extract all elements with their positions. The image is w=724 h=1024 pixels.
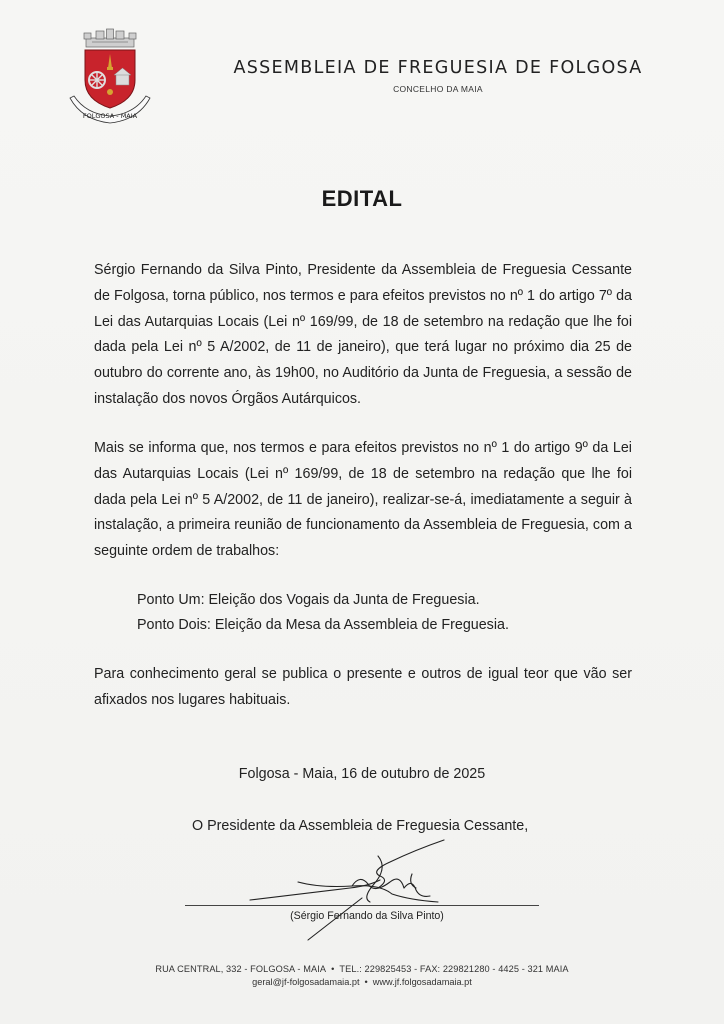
paragraph-announcement: Sérgio Fernando da Silva Pinto, Presidente da Assembleia de Freguesia Cessante de Folgosa, torna público, nos termos e para efeitos previstos no nº 1 do artigo 7º da Lei das Autarquias Locais (Lei nº 169/99, de 18 de setembro na redação que lhe foi dada pela Lei nº 5 A/2002, de 11 de janeiro), que terá lugar no próximo dia 25 de outubro do corrente ano, às 19h00, no Auditório da Junta de Freguesia, a sessão de instalação dos novos Órgãos Autárquicos. bbox=[94, 262, 632, 407]
footer-separator: • bbox=[331, 964, 335, 974]
footer-separator: • bbox=[364, 977, 368, 987]
signatory-title: O Presidente da Assembleia de Freguesia Cessante, bbox=[192, 818, 529, 834]
coat-of-arms-icon bbox=[62, 28, 158, 128]
footer-street: RUA CENTRAL, 332 - FOLGOSA - MAIA bbox=[155, 964, 327, 974]
footer-contact bbox=[0, 977, 724, 987]
paragraph-agenda-intro: Mais se informa que, nos termos e para efeitos previstos no nº 1 do artigo 9º da Lei das Autarquias Locais (Lei nº 169/99, de 18 de setembro na redação que lhe foi dada pela Lei nº 5 A/2002, de 11 de janeiro), realizar-se-á, imediatamente a seguir à instalação, a primeira reunião de funcionamento da Assembleia de Freguesia, com a seguinte ordem de trabalhos: bbox=[94, 440, 632, 560]
agenda-item: Ponto Um: Eleição dos Vogais da Junta de Freguesia. bbox=[137, 592, 480, 608]
agenda-item: Ponto Dois: Eleição da Mesa da Assembleia de Freguesia. bbox=[137, 617, 509, 633]
document-heading: EDITAL bbox=[321, 186, 403, 211]
signatory-name: (Sérgio Fernando da Silva Pinto) bbox=[290, 910, 444, 922]
footer-phone: TEL.: 229825453 - FAX: 229821280 - 4425 - 321 MAIA bbox=[339, 964, 569, 974]
organization-subtitle: CONCELHO DA MAIA bbox=[393, 84, 483, 94]
place-date: Folgosa - Maia, 16 de outubro de 2025 bbox=[238, 766, 486, 782]
handwritten-signature bbox=[240, 838, 470, 950]
paragraph-publication: Para conhecimento geral se publica o presente e outros de igual teor que vão ser afixados nos lugares habituais. bbox=[94, 666, 632, 708]
crest-label: FOLGOSA - MAIA bbox=[82, 112, 138, 120]
footer-website[interactable]: www.jf.folgosadamaia.pt bbox=[372, 977, 472, 987]
footer-address bbox=[0, 964, 724, 974]
footer-email[interactable]: geral@jf-folgosadamaia.pt bbox=[252, 977, 360, 987]
organization-title: ASSEMBLEIA DE FREGUESIA DE FOLGOSA bbox=[233, 58, 643, 78]
